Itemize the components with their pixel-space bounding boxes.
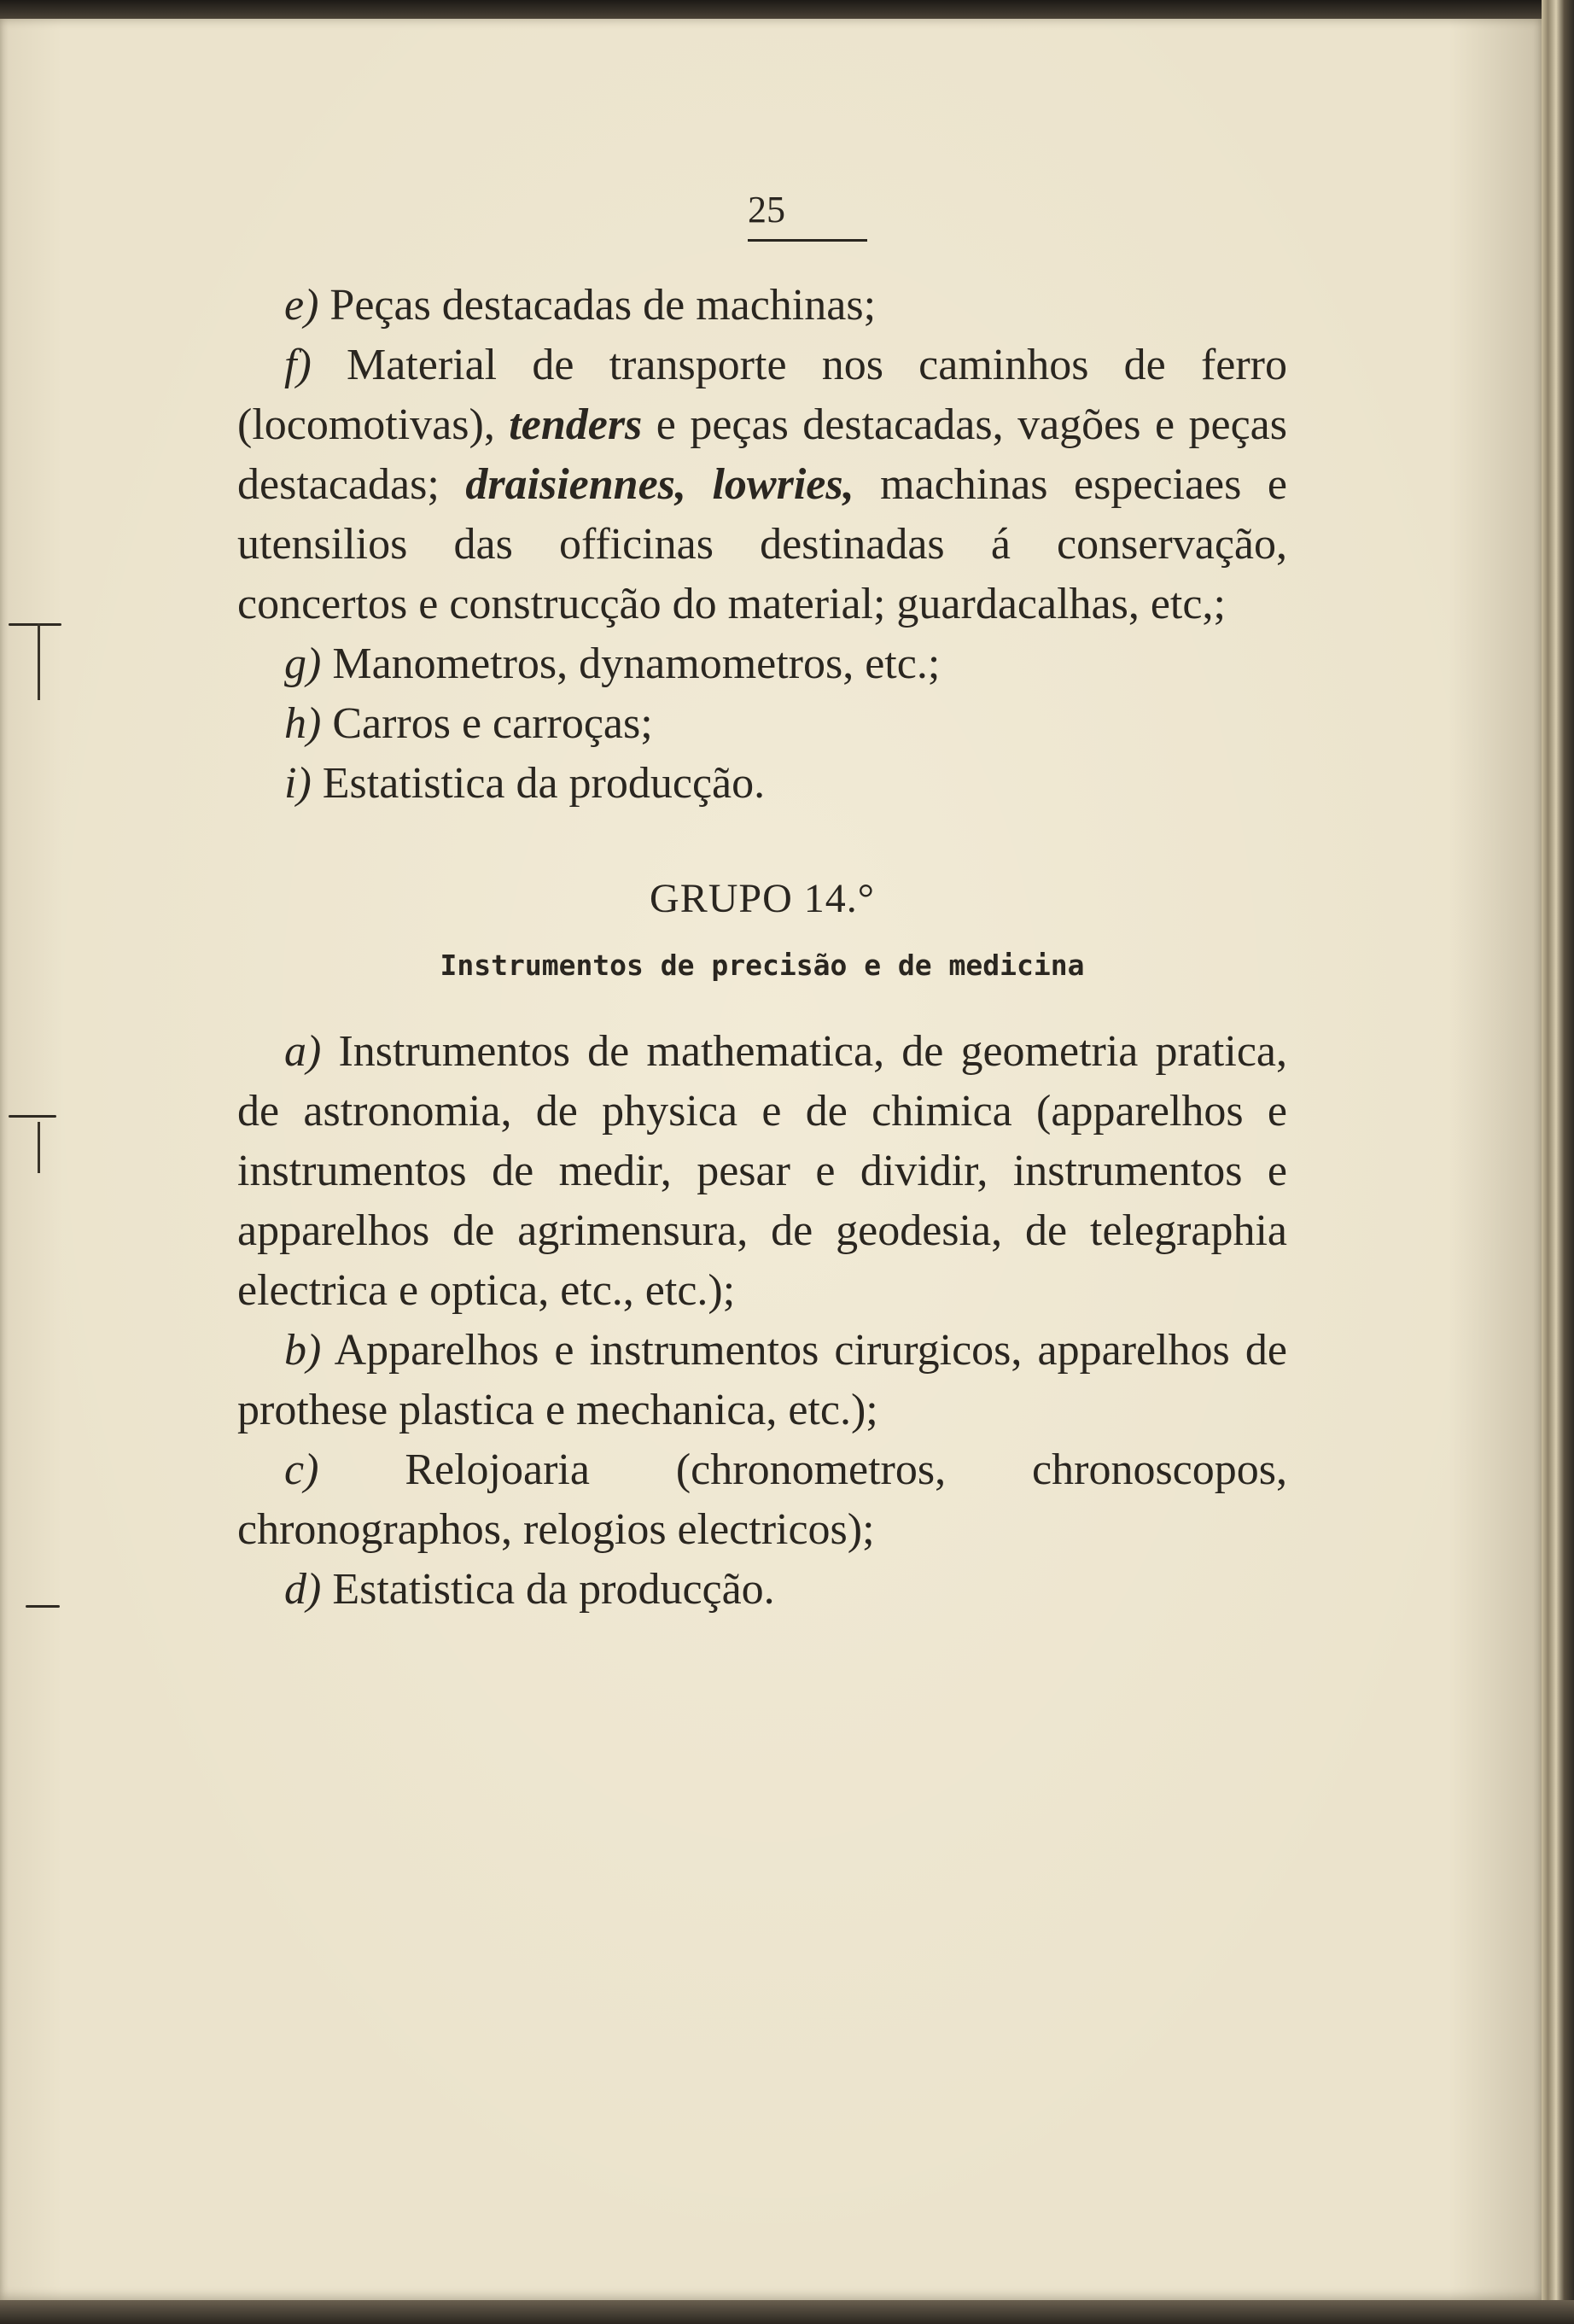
scan-right-edge xyxy=(1542,0,1574,2324)
group-title: GRUPO 14.° xyxy=(650,876,875,921)
item-letter: a) xyxy=(284,1027,322,1076)
margin-mark xyxy=(9,623,61,626)
list-item-b xyxy=(237,1321,1287,1440)
page-content xyxy=(237,186,1287,1620)
item-text: machinas especiaes e utensilios das officinas destinadas á conservação, concertos e construcção do material; guardacalhas, etc,; xyxy=(237,460,1287,628)
item-text: Estatistica da producção. xyxy=(321,1565,775,1614)
scan-bottom-edge xyxy=(0,2300,1574,2324)
list-item-e xyxy=(237,276,1287,336)
item-emphasis-tenders: tenders xyxy=(509,400,643,449)
item-letter: e) xyxy=(284,281,319,330)
page-number-text: 25 xyxy=(748,189,785,231)
page-number xyxy=(246,186,1287,242)
list-item-g xyxy=(237,634,1287,694)
scan-top-edge xyxy=(0,0,1574,19)
margin-mark xyxy=(9,1115,56,1118)
item-text: Estatistica da producção. xyxy=(311,759,766,808)
margin-tick xyxy=(38,623,40,700)
item-letter: g) xyxy=(284,639,322,688)
item-text: Instrumentos de mathematica, de geometria pratica, de astronomia, de physica e de chimica (apparelhos e instrumentos de medir, pesar e dividir, instrumentos e apparelhos de agrimensura, de geodesia, de telegraphia electrica e optica, etc., etc.); xyxy=(237,1027,1287,1315)
item-letter: i) xyxy=(284,759,312,808)
item-letter: f) xyxy=(284,341,312,389)
list-item-f xyxy=(237,336,1287,634)
group-subtitle: Instrumentos de precisão e de medicina xyxy=(440,949,1085,982)
item-text: Peças destacadas de machinas; xyxy=(318,281,877,330)
item-text: Apparelhos e instrumentos cirurgicos, apparelhos de prothese plastica e mechanica, etc.); xyxy=(237,1326,1287,1434)
item-text: Carros e carroças; xyxy=(321,699,653,748)
book-page xyxy=(0,15,1542,2300)
item-letter: h) xyxy=(284,699,322,748)
item-text: Relojoaria (chronometros, chronoscopos, chronographos, relogios electricos); xyxy=(237,1445,1287,1554)
list-item-i xyxy=(237,754,1287,814)
margin-tick xyxy=(38,1122,40,1173)
item-letter: b) xyxy=(284,1326,322,1375)
item-emphasis-draisiennes: draisiennes, lowries, xyxy=(465,460,854,509)
item-text: e peças destacadas, vagões e peças destacadas; xyxy=(237,400,1287,509)
item-letter: c) xyxy=(284,1445,319,1494)
item-text: Manometros, dynamometros, etc.; xyxy=(321,639,941,688)
margin-mark xyxy=(26,1605,60,1608)
item-text: Material de transporte nos caminhos de ferro (locomotivas), xyxy=(237,341,1287,449)
list-item-d xyxy=(237,1560,1287,1620)
list-item-a xyxy=(237,1022,1287,1321)
list-item-h xyxy=(237,694,1287,754)
item-letter: d) xyxy=(284,1565,322,1614)
page-number-rule xyxy=(748,239,867,242)
list-item-c xyxy=(237,1440,1287,1560)
